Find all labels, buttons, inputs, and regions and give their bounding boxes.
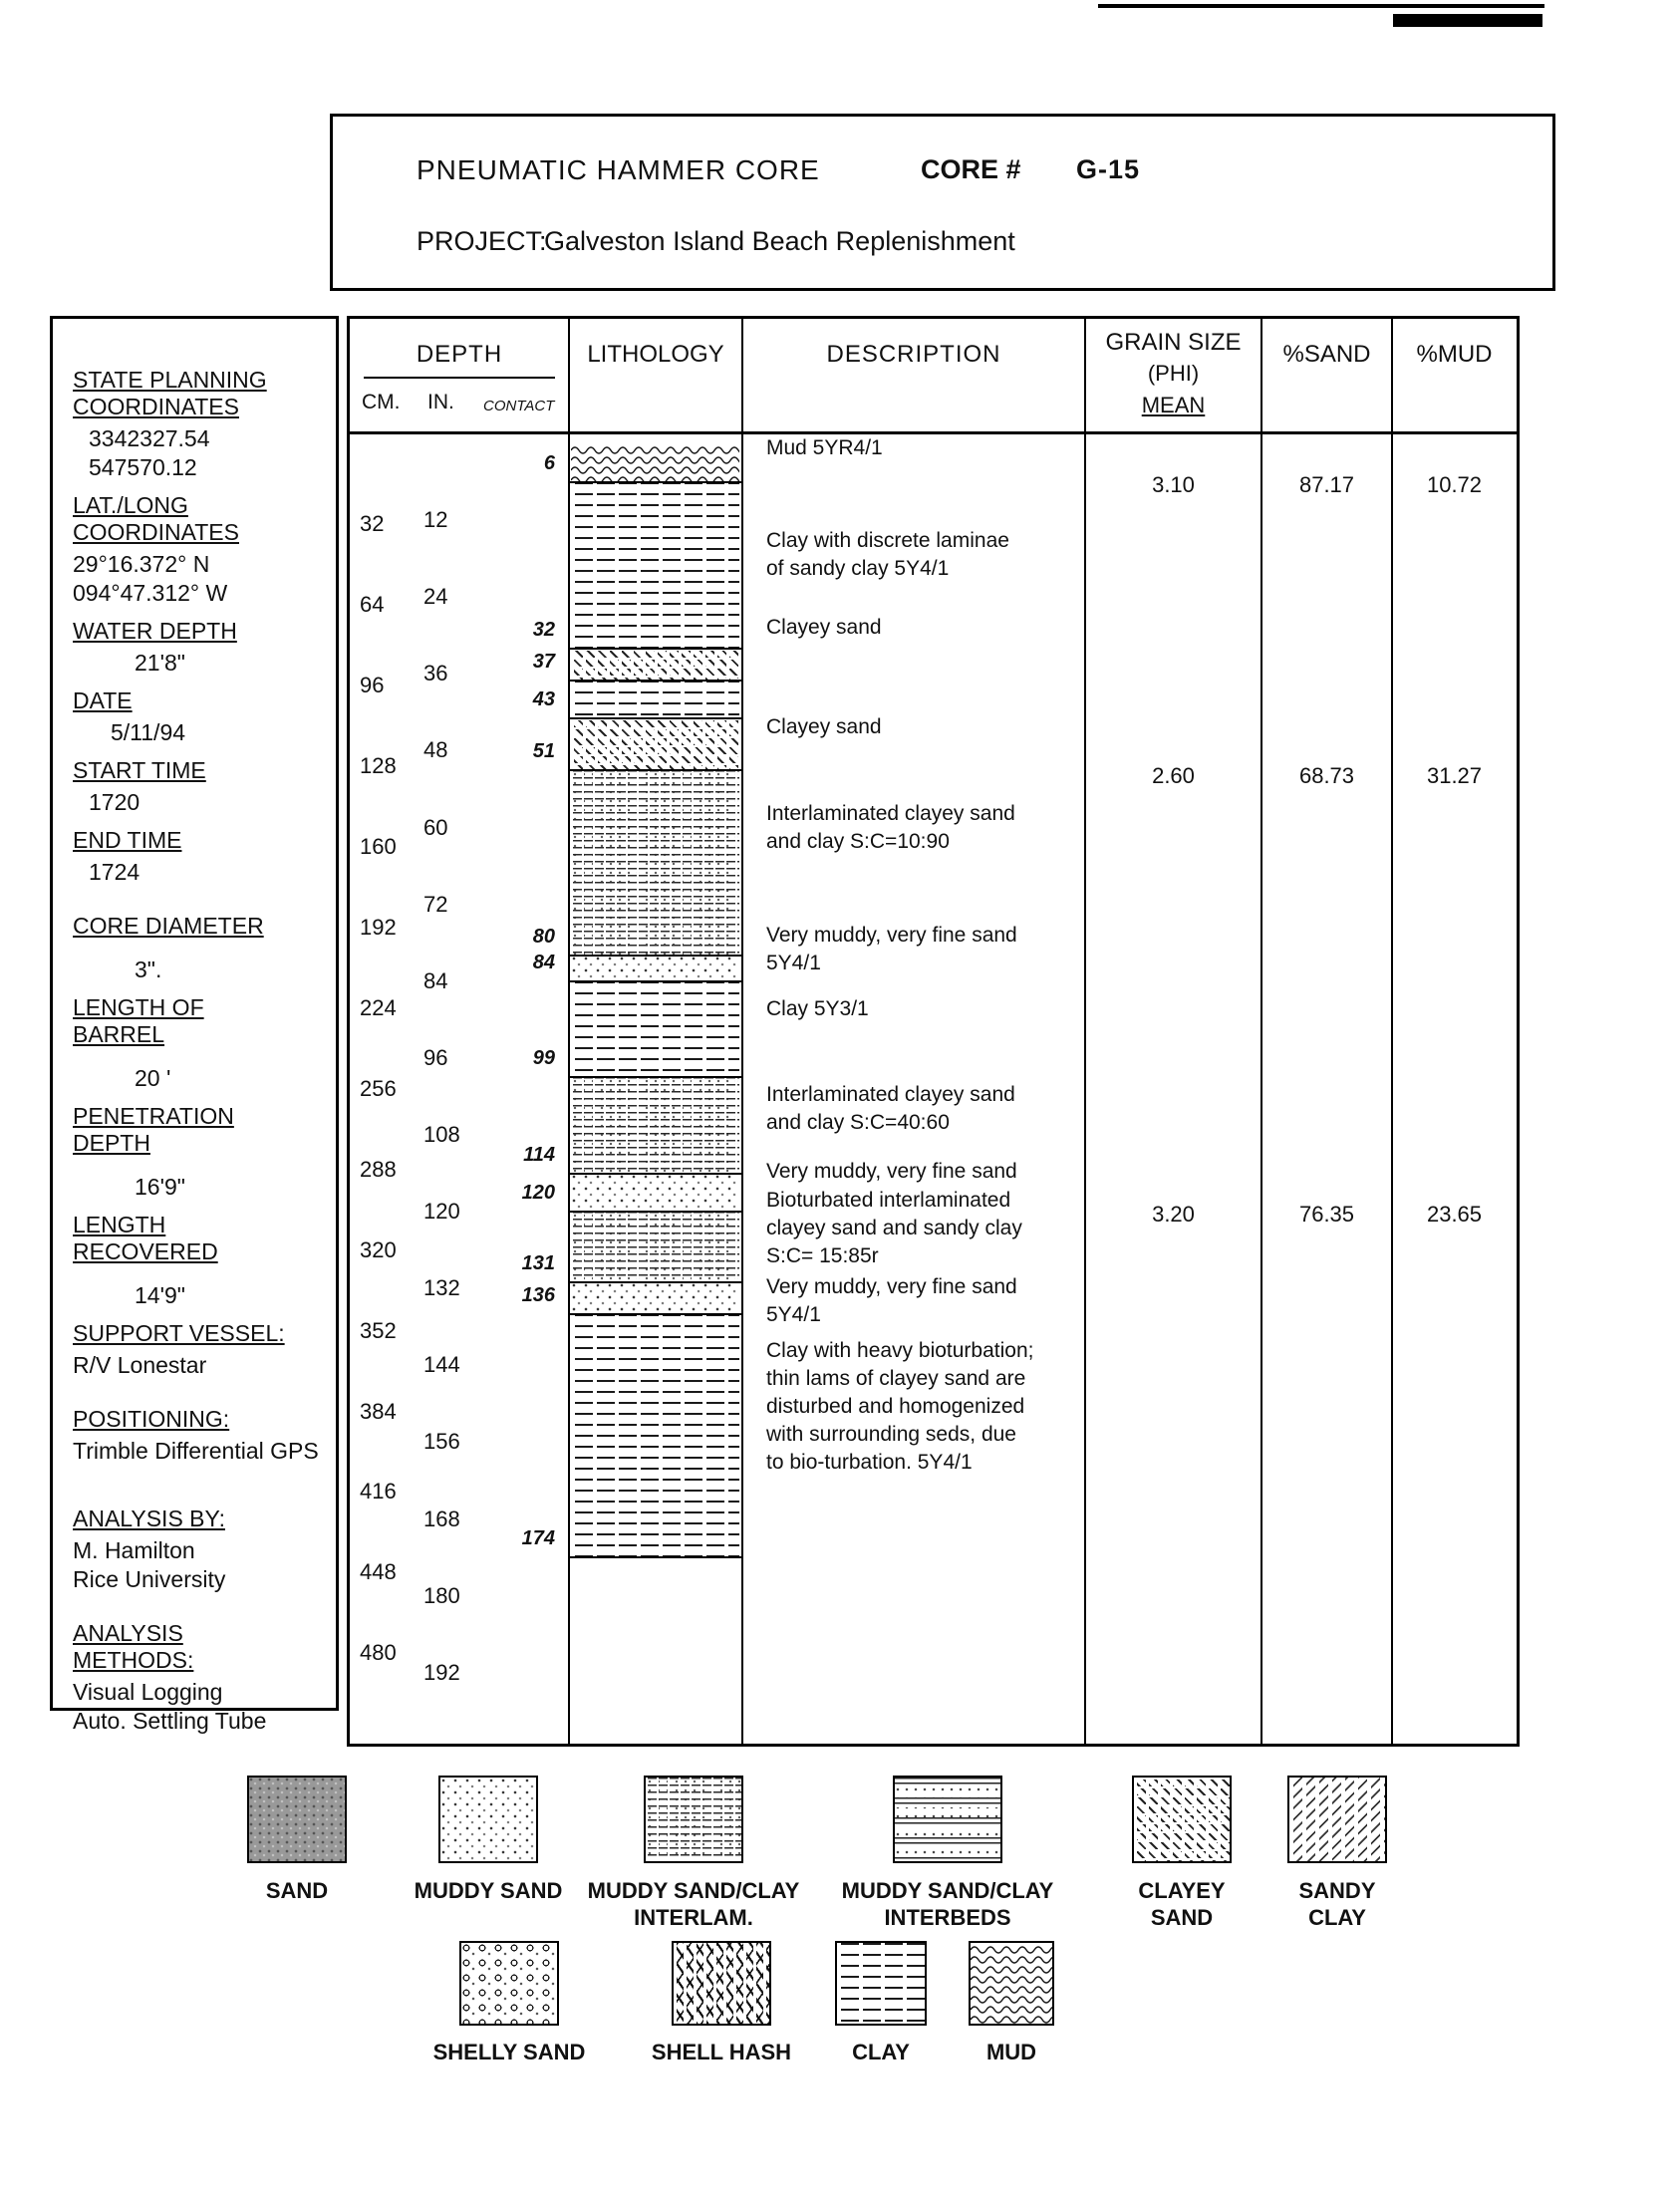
sand-percent-value: 87.17	[1298, 471, 1355, 497]
header-grain-size: GRAIN SIZE	[1105, 329, 1242, 356]
core-number-label: CORE #	[921, 154, 1021, 184]
grain-size-value: 3.10	[1152, 471, 1195, 497]
description-block	[766, 614, 1095, 642]
description-line: Clayey sand	[766, 714, 882, 738]
field-value: 16'9"	[135, 1174, 185, 1200]
contact-label: 6	[543, 451, 555, 474]
legend-swatch-clayey-sand	[1132, 1776, 1232, 1863]
field-start-time	[73, 757, 326, 817]
field-analysis-methods	[73, 1620, 326, 1736]
legend-label-line: SAND	[265, 1878, 329, 1903]
grain-size-value: 3.20	[1152, 1202, 1195, 1228]
legend-label-line: MUDDY SAND	[414, 1878, 563, 1903]
lithology-section-clay	[571, 482, 739, 649]
legend-label-line: MUDDY SAND/CLAY	[841, 1878, 1054, 1903]
legend-label-line: SANDY	[1298, 1878, 1376, 1903]
legend-swatch-interlam	[644, 1776, 743, 1863]
field-label: ANALYSIS METHODS:	[73, 1620, 194, 1673]
contact-line	[570, 1281, 741, 1283]
contact-label: 51	[532, 739, 555, 762]
lithology-section-clayey-sand	[571, 718, 739, 769]
field-value: 5/11/94	[111, 719, 186, 745]
header-grain-size-mean: MEAN	[1141, 393, 1206, 417]
lithology-section-interlam	[571, 770, 739, 956]
legend-label-line: MUD	[985, 2040, 1037, 2064]
description-block	[766, 1187, 1095, 1270]
title-box	[330, 114, 1555, 291]
mud-wave-pattern	[571, 443, 739, 482]
legend-label	[818, 1877, 1077, 1931]
depth-cm-label: 64	[360, 591, 385, 617]
field-label: SUPPORT VESSEL:	[73, 1320, 285, 1346]
description-block	[766, 1158, 1095, 1186]
description-line: Very muddy, very fine sand	[766, 1275, 1017, 1299]
depth-in-label: 60	[423, 814, 448, 840]
legend-label-line: MUDDY SAND/CLAY	[587, 1878, 800, 1903]
depth-header-underline	[364, 377, 555, 379]
header-description: DESCRIPTION	[826, 341, 1001, 368]
header-percent-mud: %MUD	[1416, 341, 1493, 368]
field-analysis-by	[73, 1506, 326, 1594]
depth-cm-label: 288	[360, 1156, 397, 1182]
contact-label: 174	[521, 1527, 555, 1550]
depth-cm-label: 416	[360, 1479, 397, 1505]
contact-line	[570, 481, 741, 483]
field-label: STATE PLANNING COORDINATES	[73, 367, 267, 419]
contact-label: 131	[521, 1251, 555, 1274]
field-positioning	[73, 1406, 326, 1466]
depth-in-label: 144	[423, 1352, 460, 1378]
description-line: Very muddy, very fine sand	[766, 1160, 1017, 1184]
header-grain-size-phi: (PHI)	[1147, 361, 1200, 386]
contact-label: 120	[521, 1182, 555, 1205]
field-label: END TIME	[73, 827, 182, 853]
depth-in-label: 24	[423, 584, 448, 610]
contact-label: 114	[523, 1143, 555, 1166]
column-divider	[1260, 319, 1262, 1744]
field-value: 547570.12	[89, 454, 197, 480]
mud-percent-value: 23.65	[1426, 1202, 1483, 1228]
core-number: G-15	[1076, 154, 1141, 184]
field-value: R/V Lonestar	[73, 1352, 207, 1378]
field-label: LENGTH RECOVERED	[73, 1212, 218, 1264]
mud-percent-value: 31.27	[1426, 763, 1483, 789]
lithology-section-muddy-sand	[571, 956, 739, 981]
field-end-time	[73, 827, 326, 887]
description-line: Interlaminated clayey sand	[766, 801, 1015, 825]
depth-in-label: 192	[423, 1659, 460, 1685]
description-line: of sandy clay 5Y4/1	[766, 557, 950, 581]
contact-line	[570, 1173, 741, 1175]
description-line: with surrounding seds, due	[766, 1423, 1016, 1447]
legend-label	[882, 2039, 1141, 2065]
lithology-section-clay	[571, 981, 739, 1077]
lithology-section-clayey-sand	[571, 649, 739, 681]
contact-label: 80	[532, 926, 555, 949]
scan-artifact-line	[1098, 4, 1544, 8]
description-block	[766, 527, 1095, 583]
legend-label-line: INTERBEDS	[884, 1905, 1011, 1930]
field-value: 1720	[89, 789, 140, 815]
lithology-section-clay	[571, 681, 739, 719]
legend-swatch-muddy-sand	[438, 1776, 538, 1863]
info-panel	[50, 316, 339, 1734]
description-line: Mud 5YR4/1	[766, 436, 883, 460]
contact-label: 43	[532, 688, 555, 711]
lithology-section-clay	[571, 1314, 739, 1557]
field-lat-long-coordinates	[73, 492, 326, 608]
contact-line	[570, 769, 741, 771]
field-value: 3".	[135, 957, 162, 982]
field-label: LAT./LONG COORDINATES	[73, 492, 239, 545]
lithology-section-interlam	[571, 1212, 739, 1282]
field-value: Visual Logging	[73, 1679, 223, 1705]
description-line: Clay with discrete laminae	[766, 529, 1009, 553]
description-line: thin lams of clayey sand are	[766, 1367, 1026, 1391]
field-value: 1724	[89, 859, 140, 885]
legend-swatch-sandy-clay	[1287, 1776, 1387, 1863]
field-label: WATER DEPTH	[73, 618, 237, 644]
contact-line	[570, 1313, 741, 1315]
legend-label-line: CLAYEY	[1138, 1878, 1226, 1903]
depth-cm-label: 384	[360, 1398, 397, 1424]
contact-line	[570, 1211, 741, 1213]
depth-cm-label: 128	[360, 752, 397, 778]
legend-label-line: SHELLY SAND	[432, 2040, 586, 2064]
depth-cm-label: 480	[360, 1640, 397, 1666]
field-value: Rice University	[73, 1566, 226, 1592]
description-line: Clay 5Y3/1	[766, 996, 869, 1020]
legend-swatch-sand	[247, 1776, 347, 1863]
contact-label: 37	[532, 650, 555, 673]
depth-cm-label: 224	[360, 994, 397, 1020]
description-block	[766, 434, 1095, 462]
depth-in-label: 180	[423, 1582, 460, 1608]
description-line: 5Y4/1	[766, 1303, 821, 1327]
scan-artifact-bar	[1393, 14, 1542, 27]
field-label: PENETRATION DEPTH	[73, 1103, 234, 1156]
contact-label: 136	[521, 1283, 555, 1306]
sand-percent-value: 68.73	[1298, 763, 1355, 789]
column-divider	[1391, 319, 1393, 1744]
header-in: IN.	[427, 391, 454, 413]
field-label: CORE DIAMETER	[73, 913, 264, 939]
depth-in-label: 108	[423, 1122, 460, 1148]
legend-label	[751, 2039, 1010, 2065]
depth-cm-label: 96	[360, 672, 385, 697]
description-block	[766, 713, 1095, 741]
depth-in-label: 36	[423, 661, 448, 686]
field-label: DATE	[73, 687, 133, 713]
depth-cm-label: 448	[360, 1559, 397, 1585]
depth-cm-label: 320	[360, 1236, 397, 1262]
header-contact: CONTACT	[483, 398, 555, 414]
header-depth: DEPTH	[416, 341, 503, 368]
description-block	[766, 995, 1095, 1023]
project-label: PROJECT:	[417, 226, 547, 256]
legend-label-line: SHELL HASH	[651, 2040, 792, 2064]
contact-label: 84	[532, 951, 555, 973]
description-block	[766, 1081, 1095, 1137]
field-penetration-depth	[73, 1103, 326, 1202]
description-block	[766, 1273, 1095, 1329]
legend-label	[380, 2039, 639, 2065]
field-value: 20 '	[135, 1065, 171, 1091]
depth-cm-label: 192	[360, 914, 397, 940]
legend-label	[359, 1877, 618, 1904]
field-value: 3342327.54	[89, 425, 210, 451]
contact-label: 99	[532, 1047, 555, 1070]
core-log-table	[347, 316, 1520, 1747]
depth-in-label: 168	[423, 1506, 460, 1531]
depth-cm-label: 256	[360, 1075, 397, 1101]
field-value: Trimble Differential GPS	[73, 1438, 319, 1464]
field-value: 14'9"	[135, 1282, 185, 1308]
lithology-section-muddy-sand	[571, 1282, 739, 1314]
depth-in-label: 132	[423, 1275, 460, 1301]
depth-cm-label: 32	[360, 510, 385, 536]
field-length-recovered	[73, 1212, 326, 1310]
legend-label	[1208, 1877, 1467, 1931]
description-line: Bioturbated interlaminated	[766, 1189, 1011, 1213]
depth-in-label: 12	[423, 507, 448, 533]
description-line: to bio-turbation. 5Y4/1	[766, 1451, 973, 1475]
legend-swatch-mud	[969, 1941, 1054, 2026]
mud-percent-value: 10.72	[1426, 471, 1483, 497]
table-header	[350, 319, 1517, 434]
mud-wave-pattern	[971, 1943, 1054, 2026]
contact-line	[570, 980, 741, 982]
depth-in-label: 96	[423, 1044, 448, 1070]
legend-label-line: INTERLAM.	[634, 1905, 753, 1930]
description-line: 5Y4/1	[766, 951, 821, 974]
description-line: clayey sand and sandy clay	[766, 1217, 1022, 1240]
field-water-depth	[73, 618, 326, 678]
field-core-diameter	[73, 913, 326, 984]
table-body	[350, 434, 1517, 1744]
lithology-section-muddy-sand	[571, 1174, 739, 1213]
field-value: 21'8"	[135, 650, 185, 676]
legend-swatch-shell-hash	[672, 1941, 771, 2026]
description-block	[766, 922, 1095, 977]
description-line: Very muddy, very fine sand	[766, 923, 1017, 947]
lithology-section-mud	[571, 443, 739, 482]
header-cm: CM.	[362, 391, 401, 413]
field-length-of-barrel	[73, 994, 326, 1093]
contact-line	[570, 1076, 741, 1078]
column-divider	[568, 319, 570, 1744]
field-label: LENGTH OF BARREL	[73, 994, 204, 1047]
legend-label-line: SAND	[1150, 1905, 1214, 1930]
header-lithology: LITHOLOGY	[587, 341, 724, 368]
description-line: Clay with heavy bioturbation;	[766, 1339, 1034, 1363]
column-divider	[741, 319, 743, 1744]
legend-label	[167, 1877, 426, 1904]
description-line: Clayey sand	[766, 616, 882, 640]
description-block	[766, 1337, 1095, 1477]
document-title: PNEUMATIC HAMMER CORE	[417, 154, 820, 185]
description-line: S:C= 15:85r	[766, 1244, 879, 1268]
depth-in-label: 48	[423, 737, 448, 763]
description-line: and clay S:C=10:90	[766, 829, 950, 853]
contact-line	[570, 955, 741, 957]
field-value: Auto. Settling Tube	[73, 1708, 267, 1734]
legend-swatch-clay	[835, 1941, 927, 2026]
field-state-planning-coordinates	[73, 367, 326, 482]
field-support-vessel	[73, 1320, 326, 1380]
grain-size-value: 2.60	[1152, 763, 1195, 789]
description-line: disturbed and homogenized	[766, 1395, 1025, 1419]
description-line: and clay S:C=40:60	[766, 1111, 950, 1135]
depth-in-label: 120	[423, 1199, 460, 1225]
field-label: POSITIONING:	[73, 1406, 230, 1432]
contact-line	[570, 648, 741, 650]
contact-line	[570, 717, 741, 719]
field-label: ANALYSIS BY:	[73, 1506, 225, 1531]
contact-label: 32	[532, 618, 555, 641]
field-label: START TIME	[73, 757, 206, 783]
legend-label-line: CLAY	[1308, 1905, 1366, 1930]
contact-line	[570, 680, 741, 682]
header-percent-sand: %SAND	[1282, 341, 1371, 368]
depth-in-label: 72	[423, 891, 448, 917]
description-line: Interlaminated clayey sand	[766, 1083, 1015, 1107]
field-value: 29°16.372° N	[73, 551, 210, 577]
legend-label	[1052, 1877, 1311, 1931]
depth-cm-label: 160	[360, 833, 397, 859]
legend-label-line: CLAY	[852, 2040, 910, 2064]
legend-swatch-interbeds	[893, 1776, 1002, 1863]
depth-in-label: 84	[423, 967, 448, 993]
field-value: 094°47.312° W	[73, 580, 228, 606]
depth-in-label: 156	[423, 1429, 460, 1455]
description-block	[766, 800, 1095, 856]
field-value: M. Hamilton	[73, 1537, 195, 1563]
lithology-section-interlam	[571, 1077, 739, 1173]
contact-line	[570, 1556, 741, 1558]
legend-label	[592, 2039, 851, 2065]
sand-percent-value: 76.35	[1298, 1202, 1355, 1228]
field-date	[73, 687, 326, 747]
column-divider	[1084, 319, 1086, 1744]
depth-cm-label: 352	[360, 1317, 397, 1343]
legend-label	[564, 1877, 823, 1931]
legend-swatch-shelly-sand	[459, 1941, 559, 2026]
project-name: Galveston Island Beach Replenishment	[544, 226, 1015, 256]
